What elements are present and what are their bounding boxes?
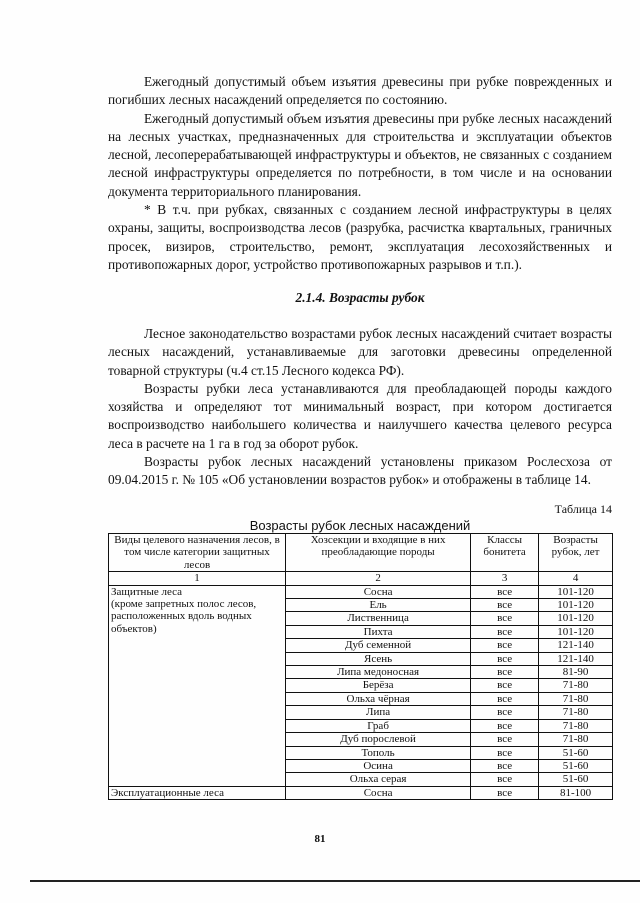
site-class-cell: все [471,639,539,652]
cutting-age-cell: 101-120 [539,585,613,598]
cutting-age-cell: 71-80 [539,679,613,692]
species-cell: Ольха чёрная [286,692,471,705]
cutting-age-cell: 71-80 [539,719,613,732]
site-class-cell: все [471,786,539,799]
header-cell: Хозсекции и входящие в них преобладающие породы [286,534,471,572]
column-number: 3 [471,572,539,585]
cutting-ages-table [108,533,613,800]
table-title: Возрасты рубок лесных насаждений [249,518,471,533]
species-cell: Тополь [286,746,471,759]
site-class-cell: все [471,746,539,759]
section-text-block [108,325,612,490]
cutting-age-cell: 101-120 [539,612,613,625]
paragraph: Лесное законодательство возрастами рубок лесных насаждений считает возрасты лесных насаждений, устанавливаемые для заготовки древесины определенной товарной структуры (ч.4 ст.15 Лесного кодекса РФ). [108,326,612,378]
paragraph: Возрасты рубок лесных насаждений установлены приказом Рослесхоза от 09.04.2015 г. № 105 «Об установлении возрастов рубок» и отображены в таблице 14. [108,454,612,488]
site-class-cell: все [471,692,539,705]
cutting-age-cell: 101-120 [539,599,613,612]
species-cell: Граб [286,719,471,732]
page-number: 81 [314,833,326,845]
cutting-age-cell: 71-80 [539,733,613,746]
cutting-age-cell: 71-80 [539,706,613,719]
site-class-cell: все [471,719,539,732]
species-cell: Берёза [286,679,471,692]
forest-category-cell: Защитные леса (кроме запретных полос лесов, расположенных вдоль водных объектов) [109,585,286,786]
cutting-age-cell: 71-80 [539,692,613,705]
species-cell: Лиственница [286,612,471,625]
species-cell: Пихта [286,625,471,638]
table-row [109,786,613,799]
site-class-cell: все [471,585,539,598]
species-cell: Осина [286,759,471,772]
forest-category-cell: Эксплуатационные леса [109,786,286,799]
cutting-age-cell: 81-90 [539,666,613,679]
site-class-cell: все [471,733,539,746]
site-class-cell: все [471,706,539,719]
table-number-label: Таблица 14 [554,502,612,516]
species-cell: Липа [286,706,471,719]
section-heading: 2.1.4. Возрасты рубок [295,290,425,305]
site-class-cell: все [471,599,539,612]
species-cell: Ель [286,599,471,612]
species-cell: Липа медоносная [286,666,471,679]
header-cell: Виды целевого назначения лесов, в том числе категории защитных лесов [109,534,286,572]
header-cell: Возрасты рубок, лет [539,534,613,572]
site-class-cell: все [471,773,539,786]
cutting-age-cell: 101-120 [539,625,613,638]
table-row [109,585,613,598]
table-header-row [109,534,613,572]
cutting-age-cell: 51-60 [539,746,613,759]
site-class-cell: все [471,679,539,692]
paragraph: * В т.ч. при рубках, связанных с созданием лесной инфраструктуры в целях охраны, защиты, воспроизводства лесов (разрубка, расчистка квартальных, граничных просек, визиров, строительство, ремонт, эксплуатация лесохозяйственных и противопожарных дорог, устройство противопожарных разрывов и т.п.). [108,202,612,272]
scan-edge-line [30,880,640,882]
site-class-cell: все [471,666,539,679]
table-body [109,585,613,800]
paragraph: Ежегодный допустимый объем изъятия древесины при рубке поврежденных и погибших лесных насаждений определяется по состоянию. [108,74,612,108]
site-class-cell: все [471,612,539,625]
paragraph: Ежегодный допустимый объем изъятия древесины при рубке лесных насаждений на лесных участках, предназначенных для строительства и эксплуатации объектов лесной, лесоперерабатывающей инфраструктуры и объектов, не связанных с созданием лесной инфраструктуры определяется по потребности, в том числе и на основании документа территориального планирования. [108,110,612,199]
species-cell: Сосна [286,786,471,799]
species-cell: Ясень [286,652,471,665]
species-cell: Дуб порослевой [286,733,471,746]
cutting-age-cell: 121-140 [539,639,613,652]
intro-text-block [108,73,612,274]
header-cell: Классы бонитета [471,534,539,572]
column-number: 2 [286,572,471,585]
site-class-cell: все [471,625,539,638]
site-class-cell: все [471,759,539,772]
cutting-age-cell: 121-140 [539,652,613,665]
column-number-row [109,572,613,585]
species-cell: Сосна [286,585,471,598]
column-number: 4 [539,572,613,585]
cutting-age-cell: 51-60 [539,759,613,772]
species-cell: Ольха серая [286,773,471,786]
column-number: 1 [109,572,286,585]
cutting-age-cell: 51-60 [539,773,613,786]
cutting-age-cell: 81-100 [539,786,613,799]
site-class-cell: все [471,652,539,665]
species-cell: Дуб семенной [286,639,471,652]
paragraph: Возрасты рубки леса устанавливаются для преобладающей породы каждого хозяйства и определяют тот минимальный возраст, при котором достигается воспроизводство наибольшего количества и наилучшего качества целевого ресурса леса в расчете на 1 га в год за оборот рубок. [108,380,612,451]
